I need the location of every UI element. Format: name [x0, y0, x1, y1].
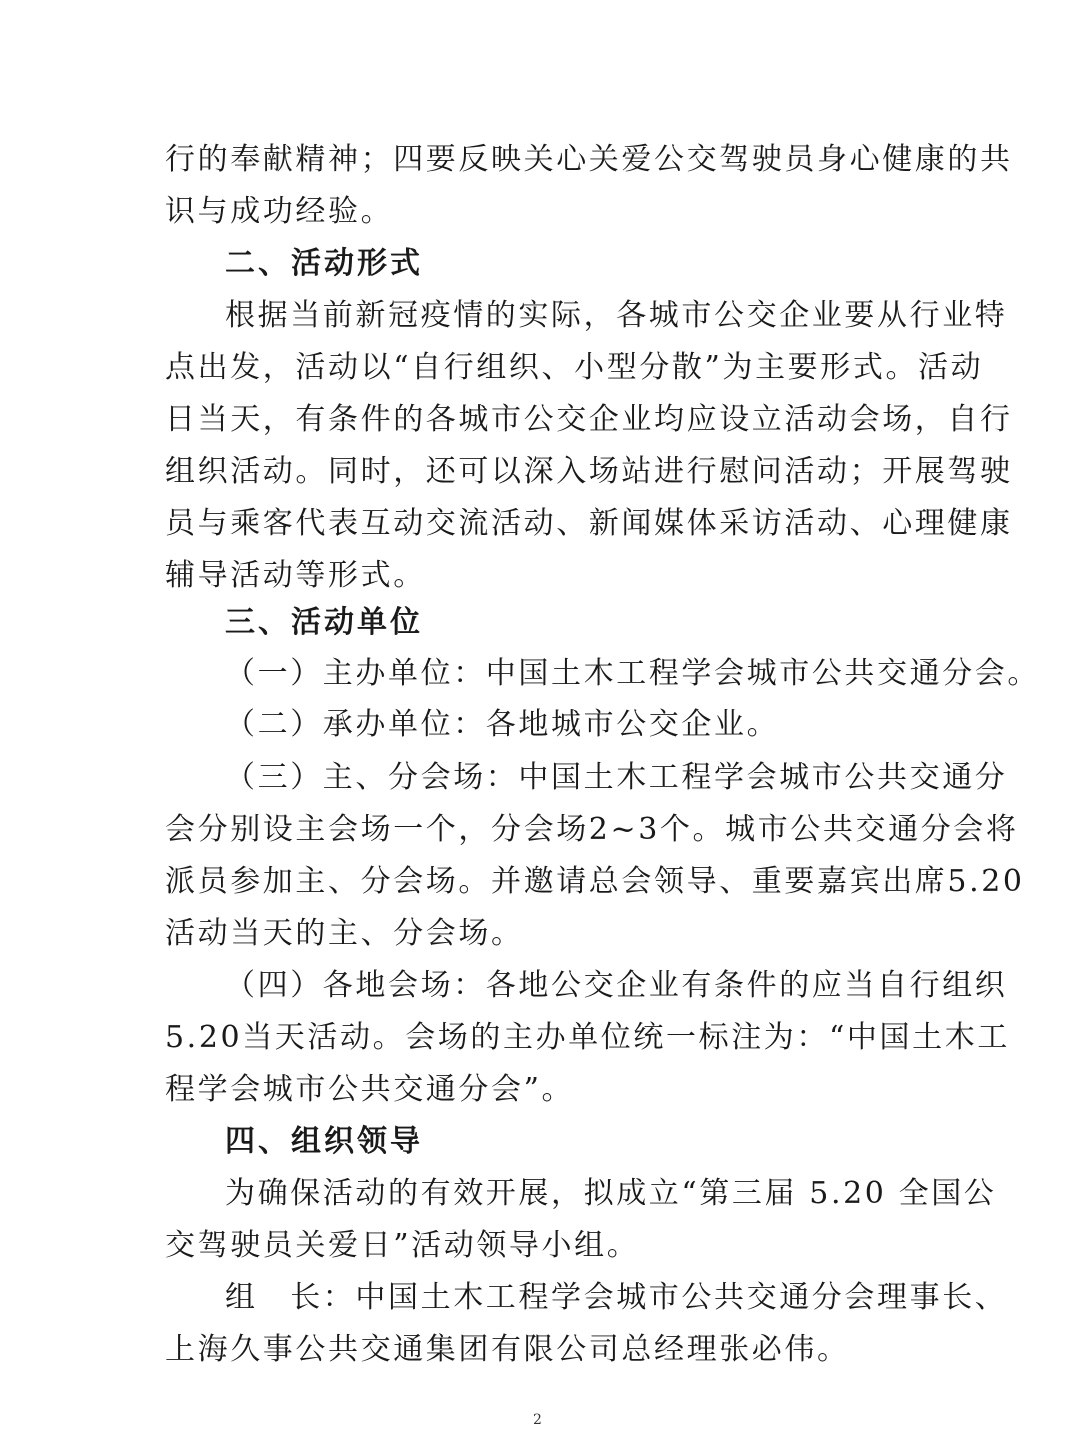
page-number: 2	[533, 1412, 542, 1428]
paragraph-line: 点出发，活动以“自行组织、小型分散”为主要形式。活动	[165, 350, 984, 385]
paragraph-line: 组织活动。同时，还可以深入场站进行慰问活动；开展驾驶	[165, 454, 1013, 489]
paragraph-line: 5.20当天活动。会场的主办单位统一标注为：“中国土木工	[165, 1020, 1010, 1055]
section-heading-activity-form: 二、活动形式	[225, 246, 423, 281]
paragraph-line: 为确保活动的有效开展，拟成立“第三届 5.20 全国公	[225, 1176, 997, 1211]
section-heading-activity-units: 三、活动单位	[225, 605, 423, 640]
paragraph-line: 行的奉献精神；四要反映关心关爱公交驾驶员身心健康的共	[165, 142, 1013, 177]
list-item-organizer: （一）主办单位：中国土木工程学会城市公共交通分会。	[225, 656, 1040, 691]
paragraph-line: 活动当天的主、分会场。	[165, 916, 524, 951]
paragraph-line: 上海久事公共交通集团有限公司总经理张必伟。	[165, 1332, 850, 1367]
paragraph-line: 识与成功经验。	[165, 194, 394, 229]
list-item-venues: （三）主、分会场：中国土木工程学会城市公共交通分	[225, 760, 1008, 795]
paragraph-line: 根据当前新冠疫情的实际，各城市公交企业要从行业特	[225, 298, 1008, 333]
paragraph-line: 程学会城市公共交通分会”。	[165, 1072, 575, 1107]
section-heading-leadership: 四、组织领导	[225, 1124, 423, 1159]
list-item-local-venues: （四）各地会场：各地公交企业有条件的应当自行组织	[225, 968, 1008, 1003]
paragraph-line: 派员参加主、分会场。并邀请总会领导、重要嘉宾出席5.20	[165, 864, 1025, 899]
leader-line: 组 长：中国土木工程学会城市公共交通分会理事长、	[225, 1280, 1008, 1315]
list-item-host: （二）承办单位：各地城市公交企业。	[225, 707, 780, 742]
paragraph-line: 会分别设主会场一个，分会场2~3个。城市公共交通分会将	[165, 812, 1019, 847]
paragraph-line: 辅导活动等形式。	[165, 558, 426, 593]
paragraph-line: 员与乘客代表互动交流活动、新闻媒体采访活动、心理健康	[165, 506, 1013, 541]
paragraph-line: 日当天，有条件的各城市公交企业均应设立活动会场，自行	[165, 402, 1013, 437]
paragraph-line: 交驾驶员关爱日”活动领导小组。	[165, 1228, 640, 1263]
